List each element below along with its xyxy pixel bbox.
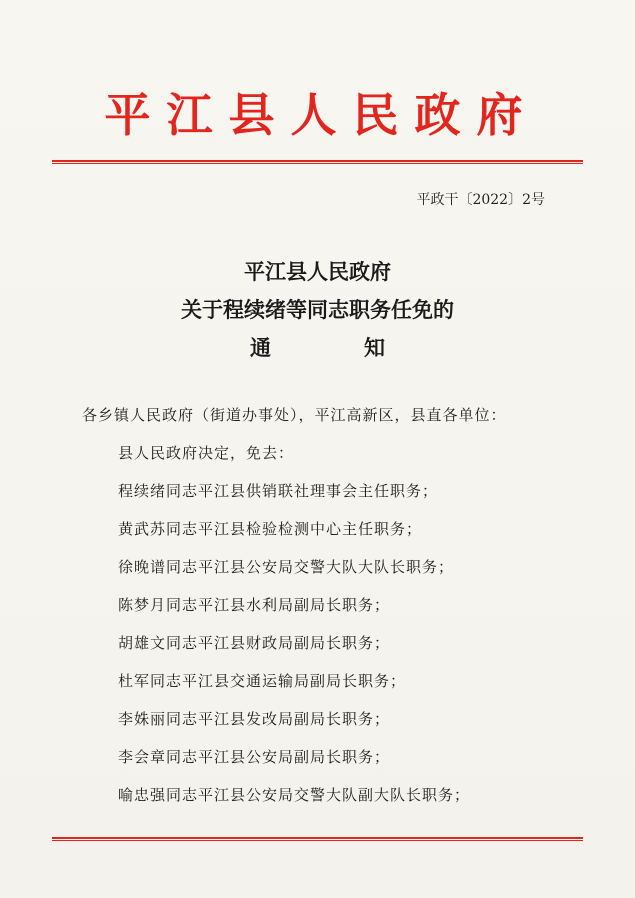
addressee-line: 各乡镇人民政府（街道办事处），平江高新区，县直各单位： [82,406,507,424]
dismissal-item: 杜军同志平江县交通运输局副局长职务； [118,672,407,690]
dismissal-item: 李会章同志平江县公安局副局长职务； [118,748,391,766]
red-footer-rule [52,837,583,841]
dismissal-item: 黄武苏同志平江县检验检测中心主任职务； [118,520,423,538]
title-line-3: 通 知 [250,335,421,360]
dismissal-item: 陈梦月同志平江县水利局副局长职务； [118,596,391,614]
decision-line: 县人民政府决定，免去： [118,444,295,462]
title-line-1: 平江县人民政府 [244,259,391,284]
issuing-authority-header: 平江县人民政府 [104,88,539,142]
red-header-rule [52,160,583,164]
dismissal-item: 程续绪同志平江县供销联社理事会主任职务； [118,482,439,500]
document-number: 平政干〔2022〕2号 [416,192,545,208]
document-title [0,253,635,367]
dismissal-item: 喻忠强同志平江县公安局交警大队副大队长职务； [118,786,471,804]
dismissal-item: 徐晚谱同志平江县公安局交警大队大队长职务； [118,558,455,576]
dismissal-item: 胡雄文同志平江县财政局副局长职务； [118,634,391,652]
title-line-2: 关于程续绪等同志职务任免的 [181,297,454,322]
dismissal-item: 李姝丽同志平江县发改局副局长职务； [118,710,391,728]
